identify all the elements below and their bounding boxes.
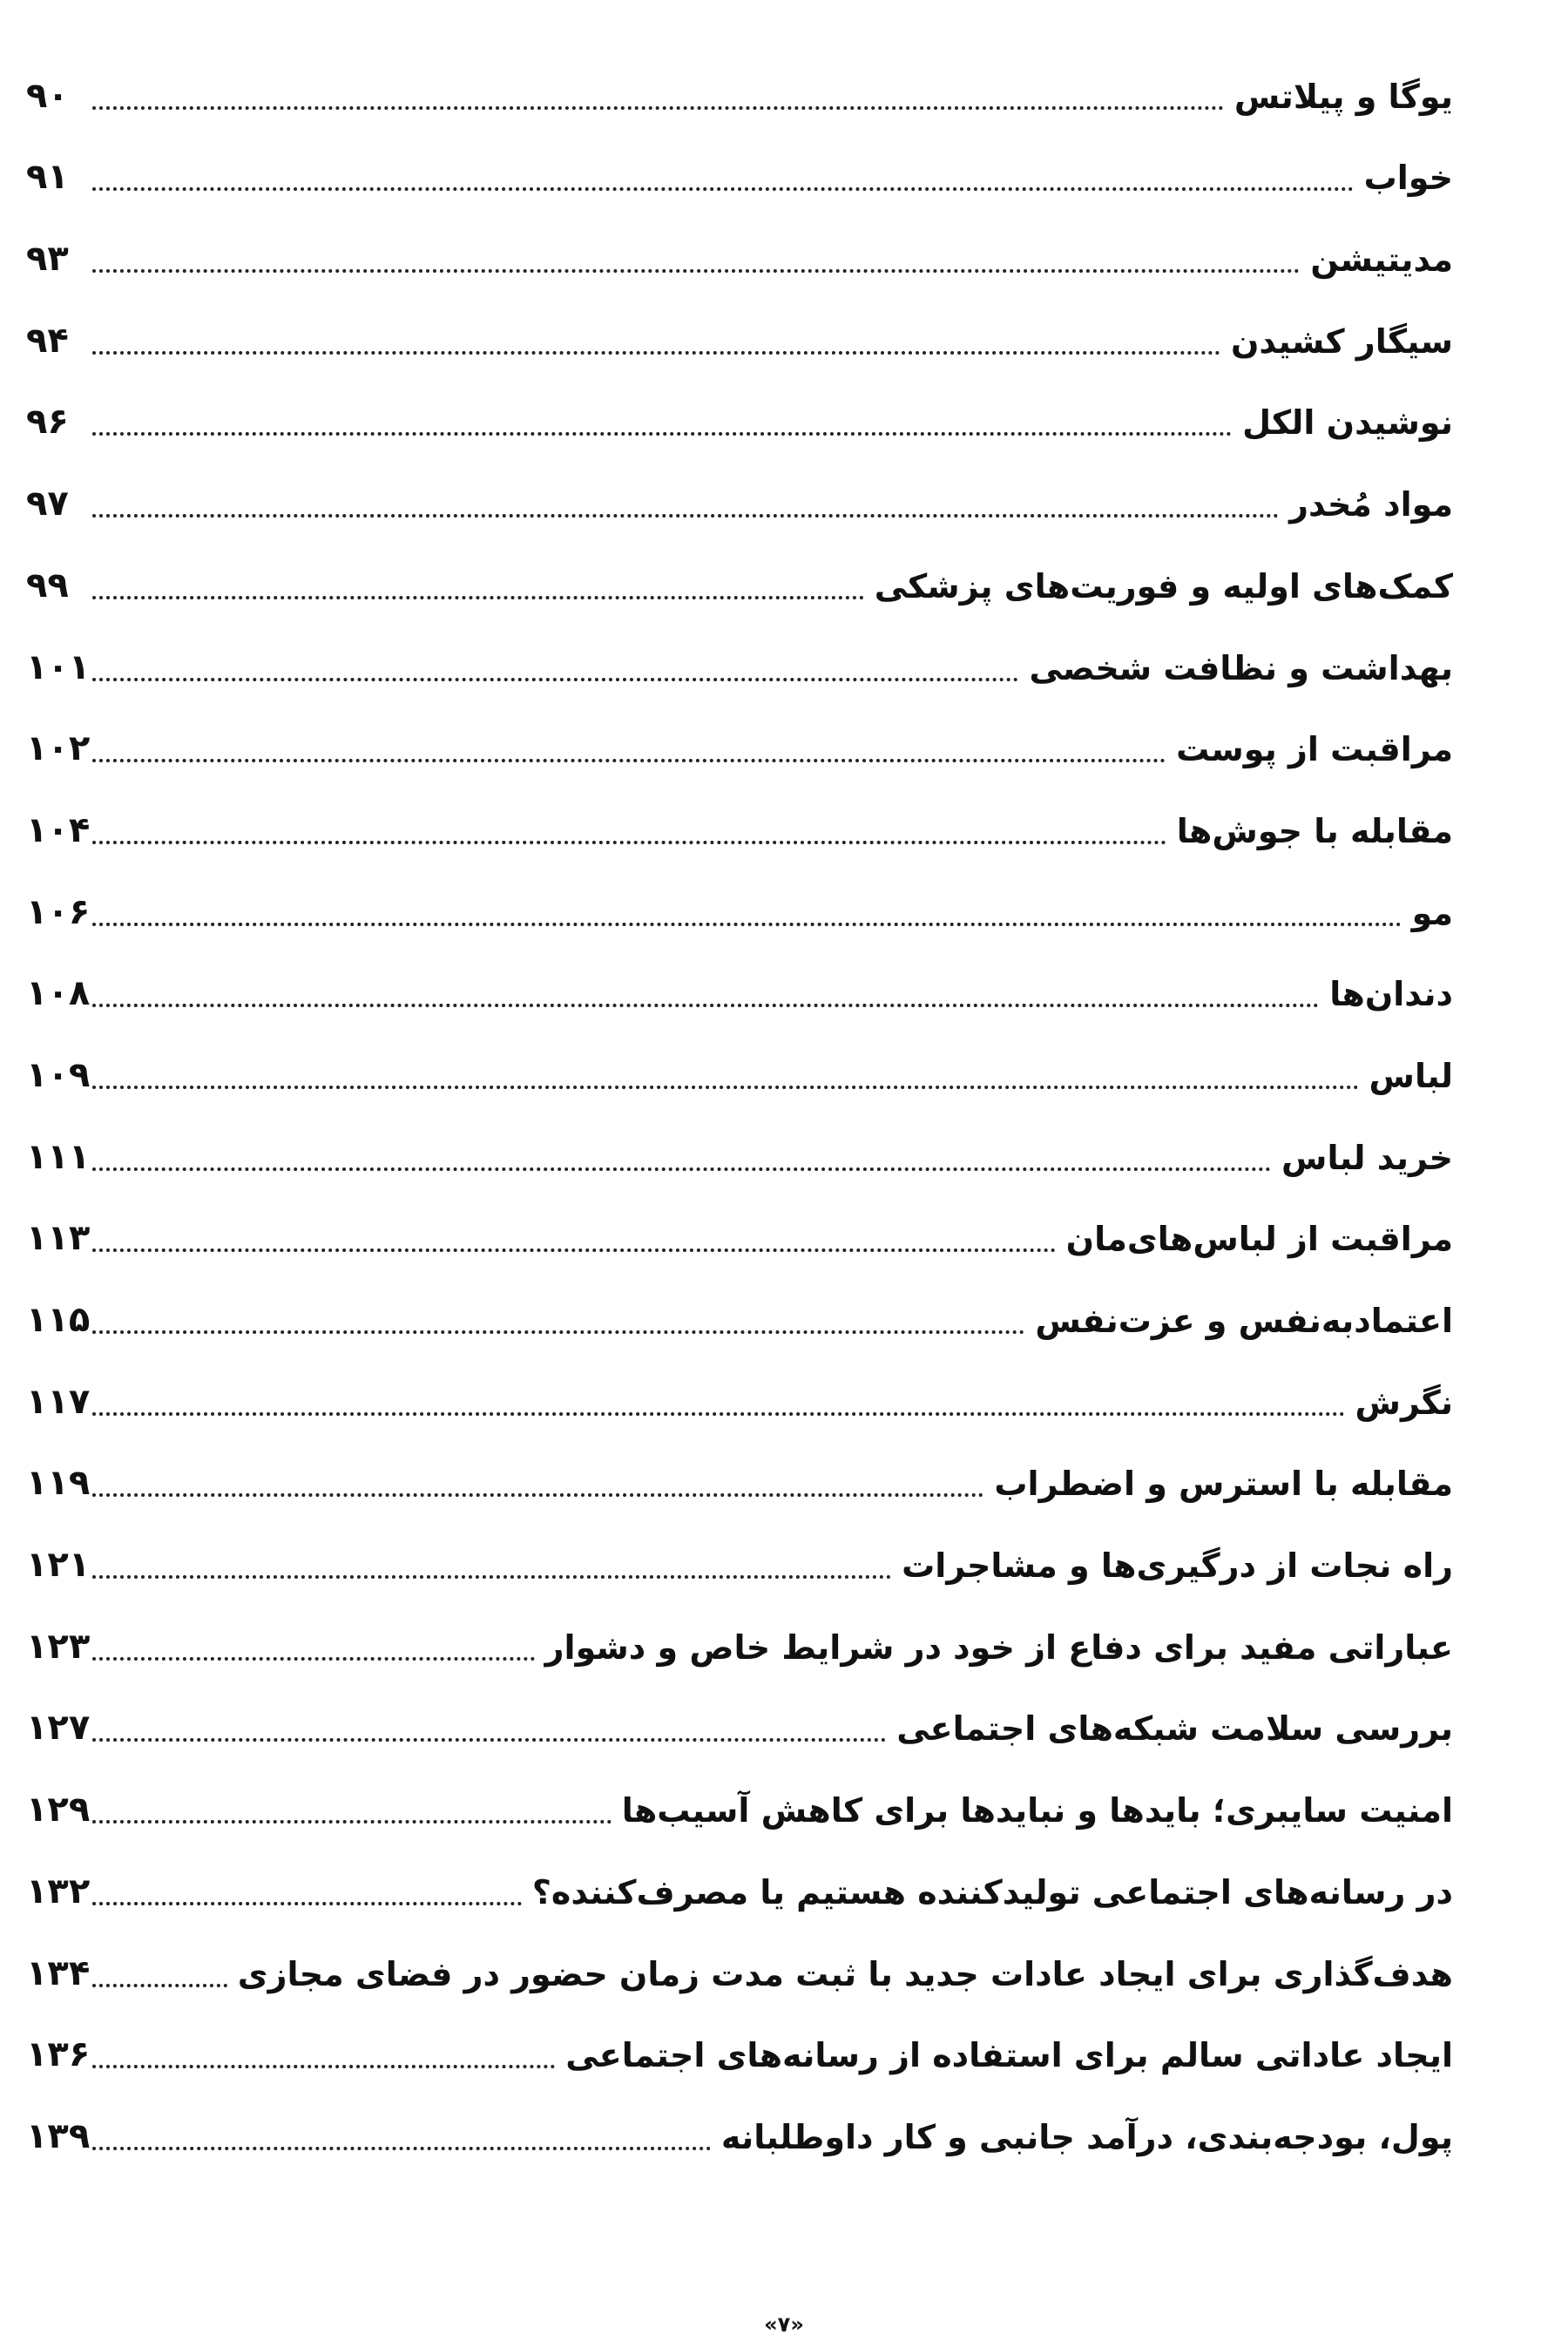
toc-entry-title: امنیت سایبری؛ بایدها و نبایدها برای کاهش آسیب‌ها xyxy=(621,1791,1453,1830)
dot-leader xyxy=(92,1984,227,1987)
dot-leader xyxy=(92,2065,555,2068)
toc-entry-title: مراقبت از لباس‌های‌مان xyxy=(1065,1220,1453,1259)
toc-entry[interactable] xyxy=(26,458,1453,540)
table-of-contents xyxy=(26,51,1453,2173)
dot-leader xyxy=(92,596,864,599)
toc-entry-title: در رسانه‌های اجتماعی تولیدکننده هستیم یا مصرف‌کننده؟ xyxy=(531,1872,1453,1912)
toc-entry-page: ۱۲۱ xyxy=(26,1545,91,1586)
dot-leader xyxy=(92,1167,1271,1171)
toc-entry[interactable] xyxy=(26,1275,1453,1357)
toc-entry-page: ۹۶ xyxy=(26,402,69,443)
toc-entry[interactable] xyxy=(26,949,1453,1031)
toc-entry-title: خرید لباس xyxy=(1281,1138,1453,1177)
toc-entry[interactable] xyxy=(26,867,1453,949)
toc-entry-page: ۹۷ xyxy=(26,484,69,524)
dot-leader xyxy=(92,1412,1345,1416)
toc-entry[interactable] xyxy=(26,1030,1453,1112)
dot-leader xyxy=(92,678,1018,681)
toc-entry-page: ۱۱۱ xyxy=(26,1136,91,1177)
toc-entry-title: نگرش xyxy=(1355,1383,1453,1422)
toc-entry-page: ۱۰۲ xyxy=(26,728,91,769)
dot-leader xyxy=(92,1575,891,1579)
toc-entry[interactable] xyxy=(26,785,1453,867)
dot-leader xyxy=(92,1902,522,1905)
toc-entry-page: ۱۰۴ xyxy=(26,809,91,850)
toc-entry-title: مواد مُخدر xyxy=(1289,485,1453,524)
toc-entry-page: ۱۱۹ xyxy=(26,1463,91,1504)
dot-leader xyxy=(92,432,1232,436)
toc-entry-title: بررسی سلامت شبکه‌های اجتماعی xyxy=(896,1709,1453,1749)
dot-leader xyxy=(92,1086,1359,1089)
toc-entry-title: سیگار کشیدن xyxy=(1230,321,1453,361)
toc-entry[interactable] xyxy=(26,51,1453,132)
toc-entry[interactable] xyxy=(26,622,1453,704)
toc-entry-title: مراقبت از پوست xyxy=(1176,730,1453,769)
toc-entry-page: ۱۲۹ xyxy=(26,1790,91,1830)
toc-entry-title: راه نجات از درگیری‌ها و مشاجرات xyxy=(902,1546,1453,1586)
toc-entry-title: نوشیدن الکل xyxy=(1242,403,1453,443)
toc-entry[interactable] xyxy=(26,2010,1453,2092)
toc-entry[interactable] xyxy=(26,377,1453,459)
dot-leader xyxy=(92,1248,1056,1252)
toc-entry[interactable] xyxy=(26,1764,1453,1846)
toc-entry[interactable] xyxy=(26,213,1453,295)
toc-entry-title: هدف‌گذاری برای ایجاد عادات جدید با ثبت مدت زمان حضور در فضای مجازی xyxy=(237,1954,1453,1993)
dot-leader xyxy=(92,1657,535,1661)
toc-entry[interactable] xyxy=(26,1194,1453,1275)
dot-leader xyxy=(92,106,1224,110)
dot-leader xyxy=(92,759,1166,762)
toc-entry-title: ایجاد عاداتی سالم برای استفاده از رسانه‌های اجتماعی xyxy=(565,2036,1453,2075)
dot-leader xyxy=(92,841,1166,844)
toc-entry[interactable] xyxy=(26,1601,1453,1683)
toc-entry[interactable] xyxy=(26,1683,1453,1765)
toc-entry-title: لباس xyxy=(1369,1056,1453,1095)
toc-entry-page: ۱۳۹ xyxy=(26,2115,91,2156)
toc-entry-title: اعتمادبه‌نفس و عزت‌نفس xyxy=(1035,1302,1453,1340)
toc-entry-page: ۹۰ xyxy=(26,75,69,116)
toc-entry-page: ۱۰۶ xyxy=(26,891,91,932)
toc-entry-page: ۱۰۸ xyxy=(26,973,91,1014)
toc-entry[interactable] xyxy=(26,1357,1453,1438)
toc-entry[interactable] xyxy=(26,1519,1453,1601)
dot-leader xyxy=(92,1820,612,1824)
toc-entry[interactable] xyxy=(26,1112,1453,1194)
toc-entry-page: ۹۱ xyxy=(26,157,69,198)
page-number: «۷» xyxy=(764,2312,804,2337)
toc-entry-page: ۱۱۳ xyxy=(26,1218,91,1259)
toc-entry-page: ۱۰۱ xyxy=(26,646,91,687)
toc-entry-title: کمک‌های اولیه و فوریت‌های پزشکی xyxy=(874,566,1453,606)
dot-leader xyxy=(92,923,1402,926)
toc-entry-page: ۹۳ xyxy=(26,239,69,280)
toc-entry[interactable] xyxy=(26,1846,1453,1928)
toc-entry-title: خواب xyxy=(1363,159,1453,198)
toc-entry[interactable] xyxy=(26,2091,1453,2173)
toc-entry-title: پول، بودجه‌بندی، درآمد جانبی و کار داوطلبانه xyxy=(720,2117,1453,2156)
toc-entry[interactable] xyxy=(26,295,1453,377)
toc-entry[interactable] xyxy=(26,1928,1453,2010)
toc-entry-page: ۱۲۳ xyxy=(26,1626,91,1667)
toc-entry-page: ۱۳۲ xyxy=(26,1871,91,1912)
dot-leader xyxy=(92,514,1279,518)
toc-entry-page: ۹۹ xyxy=(26,565,69,606)
dot-leader xyxy=(92,2147,711,2150)
toc-entry-page: ۱۳۶ xyxy=(26,2034,91,2075)
dot-leader xyxy=(92,351,1220,355)
toc-entry-title: دندان‌ها xyxy=(1329,975,1453,1014)
toc-entry[interactable] xyxy=(26,1438,1453,1520)
toc-entry-title: عباراتی مفید برای دفاع از خود در شرایط خاص و دشوار xyxy=(544,1627,1453,1667)
toc-entry-page: ۱۱۷ xyxy=(26,1381,91,1422)
toc-entry-title: مقابله با جوش‌ها xyxy=(1176,811,1453,850)
toc-entry[interactable] xyxy=(26,540,1453,622)
toc-entry-title: مدیتیشن xyxy=(1310,240,1453,280)
dot-leader xyxy=(92,1738,886,1742)
toc-entry-page: ۱۱۵ xyxy=(26,1300,91,1340)
dot-leader xyxy=(92,1004,1319,1007)
toc-entry-page: ۱۲۷ xyxy=(26,1708,91,1749)
toc-entry[interactable] xyxy=(26,704,1453,786)
toc-entry-title: یوگا و پیلاتس xyxy=(1233,77,1453,116)
toc-entry-title: مقابله با استرس و اضطراب xyxy=(994,1465,1453,1504)
toc-entry-title: بهداشت و نظافت شخصی xyxy=(1029,648,1453,687)
dot-leader xyxy=(92,1330,1024,1334)
toc-entry[interactable] xyxy=(26,132,1453,214)
toc-entry-page: ۹۴ xyxy=(26,320,69,361)
toc-entry-page: ۱۳۴ xyxy=(26,1952,91,1993)
dot-leader xyxy=(92,187,1354,191)
dot-leader xyxy=(92,1493,983,1497)
dot-leader xyxy=(92,269,1300,273)
toc-entry-title: مو xyxy=(1411,893,1453,932)
toc-entry-page: ۱۰۹ xyxy=(26,1054,91,1095)
